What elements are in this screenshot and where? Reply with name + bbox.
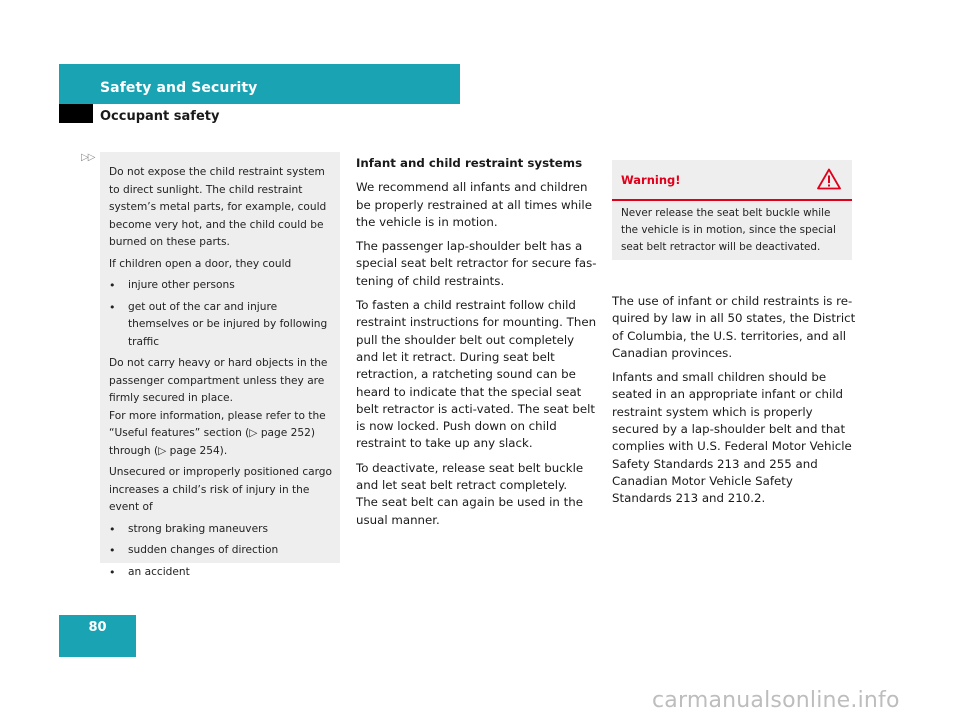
restraint-systems-column: [356, 155, 598, 536]
watermark: carmanualsonline.info: [652, 688, 900, 713]
warning-triangle-icon: [817, 168, 841, 190]
bullet-icon: •: [109, 522, 116, 536]
section-heading: Infant and child restraint systems: [356, 156, 583, 170]
list-item: [109, 299, 332, 352]
list-item: [109, 277, 332, 295]
list-item-text: an accident: [128, 565, 190, 578]
warning-text: Never release the seat belt buckle while the vehicle is in motion, since the special seat belt retractor will be deactivated.: [621, 207, 836, 253]
bullet-icon: •: [109, 565, 116, 579]
warning-box: [612, 160, 852, 260]
bullet-icon: •: [109, 300, 116, 314]
list-item-text: sudden changes of direction: [128, 544, 279, 556]
note-paragraph: Do not carry heavy or hard objects in the passenger compartment unless they are firmly secured in place.: [109, 357, 328, 404]
body-paragraph: The passenger lap-shoulder belt has a special seat belt retractor for secure fas-tening of child restraints.: [356, 239, 597, 288]
list-item: [109, 521, 332, 539]
body-paragraph: We recommend all infants and children be properly restrained at all times while the vehicle is in motion.: [356, 180, 592, 229]
list-item-text: get out of the car and injure themselves or be injured by following traffic: [128, 300, 328, 348]
list-item-text: strong braking maneuvers: [128, 522, 268, 535]
body-paragraph: Infants and small children should be seated in an appropriate infant or child restraint system which is properly secured by a lap-shoulder belt and that complies with U.S. Federal Motor Vehicle Safety Standards 213 and 255 and Canadian Motor Vehicle Safety Standards 213 and 210.2.: [612, 370, 852, 506]
body-paragraph: The seat belt can again be used in the usual manner.: [356, 495, 583, 527]
continued-marker-icon: ▷▷: [81, 152, 95, 163]
warning-label: Warning!: [621, 173, 681, 187]
child-safety-note-box: [100, 152, 340, 579]
note-paragraph: Do not expose the child restraint system to direct sunlight. The child restraint system’s metal parts, for example, could become very hot, and the child could be burned on these parts.: [109, 166, 327, 248]
body-paragraph: To deactivate, release seat belt buckle and let seat belt retract completely.: [356, 460, 584, 493]
header-marker: [59, 104, 93, 123]
section-title: Safety and Security: [100, 80, 258, 96]
note-paragraph: For more information, please refer to the “Useful features” section (▷ page 252) through (▷ page 254).: [109, 409, 326, 457]
body-paragraph: The use of infant or child restraints is re-quired by law in all 50 states, the District of Columbia, the U.S. territories, and all Canadian provinces.: [612, 294, 856, 360]
list-item: [109, 564, 332, 582]
bullet-icon: •: [109, 544, 116, 557]
warning-header: [612, 160, 852, 201]
note-paragraph: If children open a door, they could: [109, 257, 292, 270]
note-paragraph: Unsecured or improperly positioned cargo increases a child’s risk of injury in the event of: [109, 466, 333, 513]
legal-requirements-column: [612, 293, 856, 515]
list-item-text: injure other persons: [128, 279, 235, 291]
body-paragraph: To fasten a child restraint follow child restraint instructions for mounting. Then pull the shoulder belt out completely and let it retract. During seat belt retraction, a ratcheting sound can be heard to indicate that the special seat belt retractor is acti-vated. The seat belt is now locked. Push down on child restraint to take up any slack.: [356, 298, 597, 451]
page-number: 80: [88, 620, 107, 635]
section-subtitle: Occupant safety: [100, 109, 220, 124]
list-item: [109, 542, 332, 560]
bullet-icon: •: [109, 279, 116, 292]
